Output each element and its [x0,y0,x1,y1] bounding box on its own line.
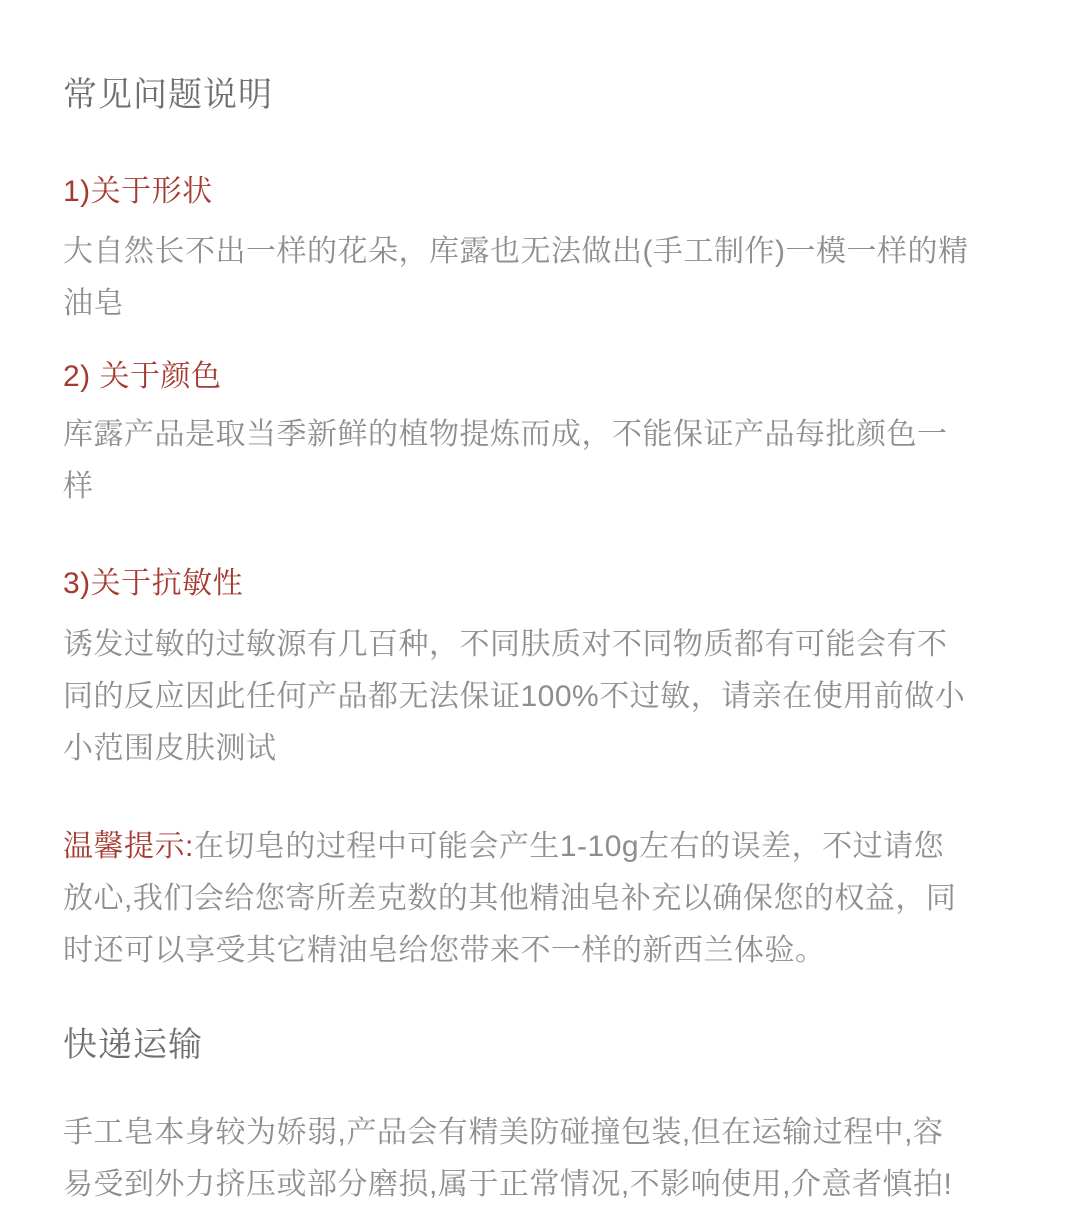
faq-heading-allergy: 3)关于抗敏性 [63,567,244,600]
shipping-title: 快递运输 [63,1026,203,1064]
faq-heading-color: 2) 关于颜色 [63,360,222,393]
shipping-body: 手工皂本身较为娇弱,产品会有精美防碰撞包装,但在运输过程中,容易受到外力挤压或部分磨损,属于正常情况,不影响使用,介意者慎拍! [63,1116,953,1201]
faq-section-color [63,357,973,513]
faq-heading-shape: 1)关于形状 [63,175,213,208]
description-text-column [63,74,973,1211]
faq-section-shape [63,172,973,330]
notice-text: 在切皂的过程中可能会产生1-10g左右的误差，不过请您放心,我们会给您寄所差克数的其他精油皂补充以确保您的权益，同时还可以享受其它精油皂给您带来不一样的新西兰体验。 [63,830,957,967]
faq-body-shape: 大自然长不出一样的花朵，库露也无法做出(手工制作)一模一样的精油皂 [63,235,969,320]
notice-label: 温馨提示: [63,830,194,863]
faq-section-allergy [63,564,973,775]
faq-body-color: 库露产品是取当季新鲜的植物提炼而成，不能保证产品每批颜色一样 [63,418,948,503]
notice-paragraph [63,821,973,977]
faq-title: 常见问题说明 [63,76,273,114]
faq-body-allergy: 诱发过敏的过敏源有几百种，不同肤质对不同物质都有可能会有不同的反应因此任何产品都无法保证100%不过敏，请亲在使用前做小小范围皮肤测试 [63,628,966,765]
